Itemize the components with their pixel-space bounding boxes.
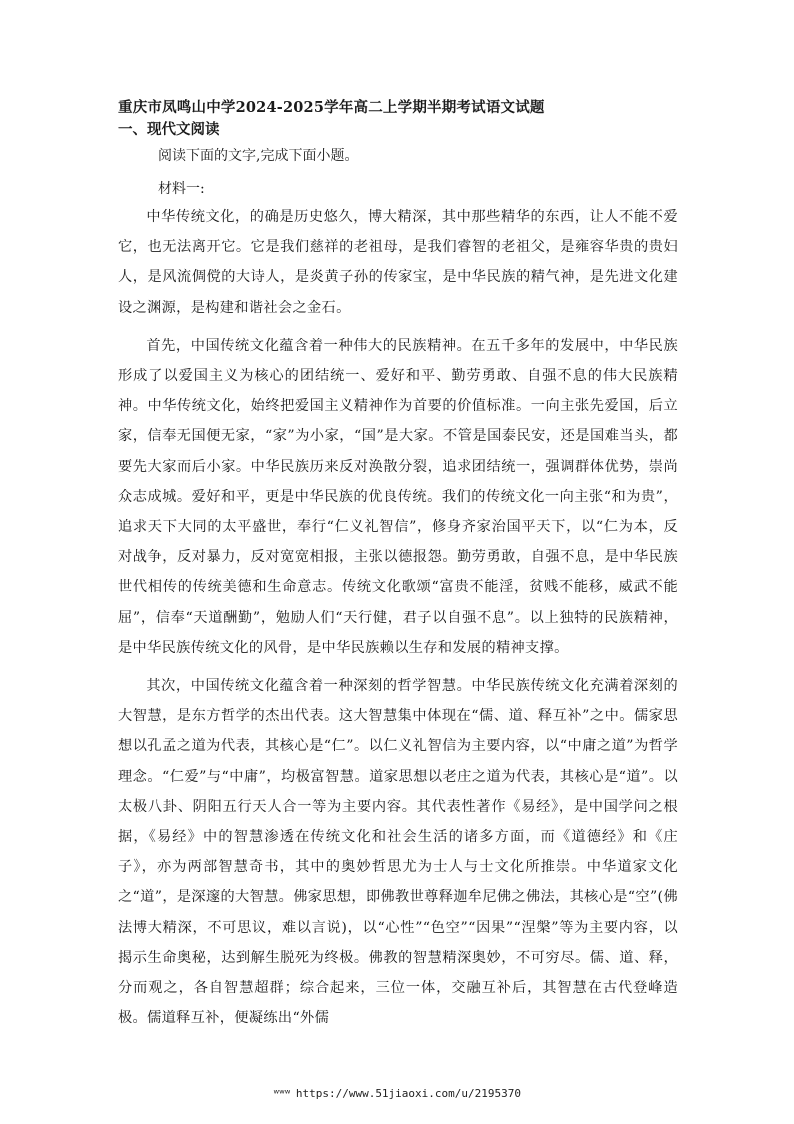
section-heading: 一、现代文阅读 — [118, 121, 220, 138]
article-body — [118, 202, 678, 1041]
paragraph-philosophical-wisdom: 其次，中国传统文化蕴含着一种深刻的哲学智慧。中华民族传统文化充满着深刻的大智慧，是东方哲学的杰出代表。这大智慧集中体现在“儒、道、释互补”之中。儒家思想以孔孟之道为代表，其核心是“仁”。以仁义礼智信为主要内容，以“中庸之道”为哲学理念。“仁爱”与“中庸”，均极富智慧。道家思想以老庄之道为代表，其核心是“道”。以太极八卦、阴阳五行天人合一等为主要内容。其代表性著作《易经》，是中国学问之根据，《易经》中的智慧渗透在传统文化和社会生活的诸多方面，而《道德经》和《庄子》，亦为两部智慧奇书，其中的奥妙哲思尤为士人与士文化所推崇。中华道家文化之“道”，是深邃的大智慧。佛家思想，即佛教世尊释迦牟尼佛之佛法，其核心是“空”(佛法博大精深，不可思议，难以言说)，以“心性”“色空”“因果”“涅槃”等为主要内容，以揭示生命奥秘，达到解生脱死为终极。佛教的智慧精深奥妙，不可穷尽。儒、道、释，分而观之，各自智慧超群；综合起来，三位一体，交融互补后，其智慧在古代登峰造极。儒道释互补，便凝练出“外儒 — [118, 678, 678, 1027]
material-label: 材料一: — [158, 181, 205, 197]
page-footer — [0, 1087, 794, 1100]
document-title: 重庆市凤鸣山中学2024-2025学年高二上学期半期考试语文试题 — [118, 99, 545, 116]
paragraph-intro: 中华传统文化，的确是历史悠久，博大精深，其中那些精华的东西，让人不能不爱它，也无法离开它。它是我们慈祥的老祖母，是我们睿智的老祖父，是雍容华贵的贵妇人，是风流倜傥的大诗人，是炎黄子孙的传家宝，是中华民族的精气神，是先进文化建设之渊源，是构建和谐社会之金石。 — [118, 209, 678, 316]
paragraph-national-spirit: 首先，中国传统文化蕴含着一种伟大的民族精神。在五千多年的发展中，中华民族形成了以爱国主义为核心的团结统一、爱好和平、勤劳勇敢、自强不息的伟大民族精神。中华传统文化，始终把爱国主义精神作为首要的价值标准。一向主张先爱国，后立家，信奉无国便无家，“家”为小家，“国”是大家。不管是国泰民安，还是国难当头，都要先大家而后小家。中华民族历来反对涣散分裂，追求团结统一，强调群体优势，崇尚众志成城。爱好和平，更是中华民族的优良传统。我们的传统文化一向主张“和为贵”，追求天下大同的太平盛世，奉行“仁义礼智信”，修身齐家治国平天下，以“仁为本，反对战争，反对暴力，反对宽宽相报，主张以德报怨。勤劳勇敢，自强不息，是中华民族世代相传的传统美德和生命意志。传统文化歌颂“富贵不能淫，贫贱不能移，威武不能屈”，信奉“天道酬勤”，勉励人们“天行健，君子以自强不息”。以上独特的民族精神，是中华民族传统文化的风骨，是中华民族赖以生存和发展的精神支撑。 — [118, 337, 678, 656]
footer-url-link[interactable]: https://www.51jiaoxi.com/u/2195370 — [295, 1087, 522, 1100]
footer-watermark-mark: ʷʷʷ — [272, 1087, 290, 1100]
reading-instruction: 阅读下面的文字,完成下面小题。 — [158, 148, 359, 164]
